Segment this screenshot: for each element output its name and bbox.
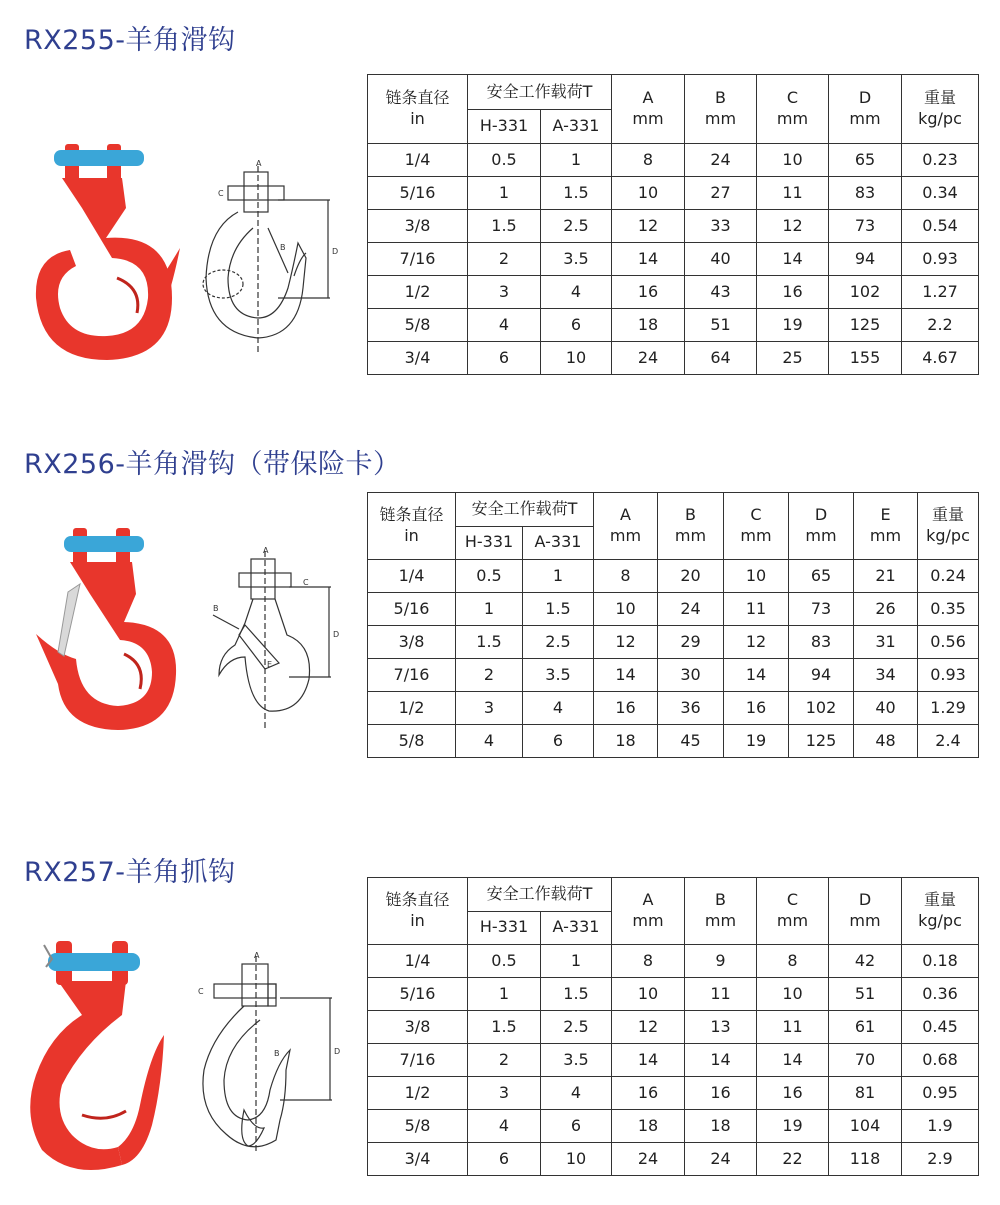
- table-cell: 14: [612, 243, 685, 276]
- header-dim-e: E mm: [854, 493, 918, 560]
- diagram-label-a: A: [256, 159, 262, 168]
- table-cell: 94: [789, 659, 854, 692]
- table-cell: 11: [724, 593, 789, 626]
- table-cell: 6: [468, 342, 541, 375]
- table-cell: 2.4: [918, 725, 979, 758]
- table-cell: 12: [612, 1011, 685, 1044]
- table-cell: 2.5: [523, 626, 594, 659]
- table-cell: 102: [829, 276, 902, 309]
- table-cell: 34: [854, 659, 918, 692]
- table-cell: 3: [456, 692, 523, 725]
- diagram-label-c: C: [303, 578, 309, 587]
- table-row: [368, 560, 979, 593]
- table-cell: 1.5: [541, 978, 612, 1011]
- table-row: [368, 725, 979, 758]
- table-row: [368, 1011, 979, 1044]
- table-cell: 0.68: [902, 1044, 979, 1077]
- table-cell: 10: [757, 978, 829, 1011]
- table-cell: 24: [685, 1143, 757, 1176]
- table-cell: 1.5: [456, 626, 523, 659]
- diagram-label-b: B: [213, 604, 219, 613]
- table-cell: 2: [468, 1044, 541, 1077]
- table-cell: 8: [757, 945, 829, 978]
- chain-size-cell: 5/16: [368, 177, 468, 210]
- table-cell: 0.35: [918, 593, 979, 626]
- table-cell: 10: [724, 560, 789, 593]
- chain-size-cell: 1/4: [368, 144, 468, 177]
- table-row: [368, 1044, 979, 1077]
- chain-size-cell: 1/2: [368, 276, 468, 309]
- table-cell: 10: [612, 978, 685, 1011]
- table-cell: 31: [854, 626, 918, 659]
- table-cell: 16: [594, 692, 658, 725]
- table-cell: 11: [757, 1011, 829, 1044]
- chain-size-cell: 1/2: [368, 1077, 468, 1110]
- table-cell: 1: [468, 978, 541, 1011]
- table-cell: 27: [685, 177, 757, 210]
- table-cell: 125: [829, 309, 902, 342]
- table-cell: 40: [854, 692, 918, 725]
- diagram-label-b: B: [274, 1049, 280, 1058]
- table-row: [368, 1143, 979, 1176]
- table-cell: 40: [685, 243, 757, 276]
- chain-size-cell: 3/8: [368, 210, 468, 243]
- hook-photo-rx257: [22, 935, 192, 1175]
- table-cell: 3.5: [541, 243, 612, 276]
- table-cell: 43: [685, 276, 757, 309]
- table-cell: 2.9: [902, 1143, 979, 1176]
- table-cell: 30: [658, 659, 724, 692]
- table-cell: 0.36: [902, 978, 979, 1011]
- header-load: 安全工作载荷T: [468, 75, 612, 110]
- table-cell: 1: [468, 177, 541, 210]
- table-cell: 118: [829, 1143, 902, 1176]
- header-dim-c: C mm: [757, 75, 829, 144]
- table-cell: 14: [757, 1044, 829, 1077]
- table-cell: 102: [789, 692, 854, 725]
- header-a331: A-331: [541, 110, 612, 144]
- header-chain: 链条直径 in: [368, 75, 468, 144]
- header-load: 安全工作载荷T: [456, 493, 594, 527]
- table-cell: 0.5: [456, 560, 523, 593]
- chain-size-cell: 1/2: [368, 692, 456, 725]
- table-cell: 18: [594, 725, 658, 758]
- table-cell: 0.34: [902, 177, 979, 210]
- table-cell: 16: [612, 1077, 685, 1110]
- table-cell: 19: [757, 1110, 829, 1143]
- header-dim-d: D mm: [829, 75, 902, 144]
- diagram-label-d: D: [332, 247, 339, 256]
- table-cell: 0.93: [918, 659, 979, 692]
- table-cell: 73: [829, 210, 902, 243]
- table-cell: 61: [829, 1011, 902, 1044]
- header-dim-a: A mm: [612, 75, 685, 144]
- table-cell: 12: [724, 626, 789, 659]
- table-cell: 14: [594, 659, 658, 692]
- table-cell: 1.27: [902, 276, 979, 309]
- table-cell: 1: [541, 945, 612, 978]
- table-cell: 1.9: [902, 1110, 979, 1143]
- table-cell: 25: [757, 342, 829, 375]
- header-dim-b: B mm: [685, 75, 757, 144]
- table-cell: 18: [612, 309, 685, 342]
- chain-size-cell: 3/8: [368, 626, 456, 659]
- header-weight: 重量 kg/pc: [918, 493, 979, 560]
- table-cell: 64: [685, 342, 757, 375]
- table-cell: 3.5: [541, 1044, 612, 1077]
- table-row: [368, 945, 979, 978]
- table-cell: 18: [612, 1110, 685, 1143]
- table-cell: 6: [541, 309, 612, 342]
- table-cell: 1: [541, 144, 612, 177]
- table-cell: 19: [724, 725, 789, 758]
- table-cell: 0.5: [468, 945, 541, 978]
- table-cell: 24: [658, 593, 724, 626]
- table-cell: 19: [757, 309, 829, 342]
- table-cell: 65: [789, 560, 854, 593]
- spec-table-rx257: [367, 877, 979, 1176]
- header-weight: 重量 kg/pc: [902, 75, 979, 144]
- chain-size-cell: 5/8: [368, 725, 456, 758]
- diagram-label-c: C: [198, 987, 204, 996]
- table-cell: 81: [829, 1077, 902, 1110]
- table-cell: 0.24: [918, 560, 979, 593]
- table-cell: 16: [612, 276, 685, 309]
- table-cell: 12: [757, 210, 829, 243]
- hook-drawing-rx257: [190, 950, 350, 1160]
- section-title-rx256: RX256-羊角滑钩（带保险卡）: [24, 449, 401, 480]
- table-cell: 83: [789, 626, 854, 659]
- table-cell: 8: [612, 144, 685, 177]
- chain-size-cell: 5/16: [368, 593, 456, 626]
- table-cell: 0.54: [902, 210, 979, 243]
- table-cell: 22: [757, 1143, 829, 1176]
- table-cell: 2: [456, 659, 523, 692]
- table-cell: 2: [468, 243, 541, 276]
- table-cell: 8: [612, 945, 685, 978]
- chain-size-cell: 5/8: [368, 309, 468, 342]
- header-load: 安全工作载荷T: [468, 878, 612, 912]
- table-cell: 0.18: [902, 945, 979, 978]
- table-cell: 4: [541, 1077, 612, 1110]
- table-cell: 14: [757, 243, 829, 276]
- diagram-label-a: A: [263, 546, 269, 555]
- header-dim-d: D mm: [789, 493, 854, 560]
- chain-size-cell: 7/16: [368, 1044, 468, 1077]
- hook-drawing-rx256: [205, 545, 345, 735]
- table-cell: 2.2: [902, 309, 979, 342]
- spec-table-rx255: [367, 74, 979, 375]
- table-cell: 16: [724, 692, 789, 725]
- table-row: [368, 978, 979, 1011]
- section-title-rx257: RX257-羊角抓钩: [24, 857, 236, 888]
- table-cell: 11: [757, 177, 829, 210]
- diagram-label-c: C: [218, 189, 224, 198]
- table-cell: 24: [685, 144, 757, 177]
- table-cell: 0.5: [468, 144, 541, 177]
- header-h331: H-331: [468, 911, 541, 945]
- chain-size-cell: 1/4: [368, 945, 468, 978]
- hook-drawing-rx255: [198, 158, 348, 358]
- header-h331: H-331: [456, 526, 523, 560]
- table-cell: 12: [612, 210, 685, 243]
- table-cell: 0.23: [902, 144, 979, 177]
- table-row: [368, 210, 979, 243]
- chain-size-cell: 3/4: [368, 342, 468, 375]
- chain-size-cell: 1/4: [368, 560, 456, 593]
- table-cell: 29: [658, 626, 724, 659]
- table-row: [368, 342, 979, 375]
- table-cell: 14: [724, 659, 789, 692]
- table-cell: 73: [789, 593, 854, 626]
- table-row: [368, 692, 979, 725]
- table-cell: 70: [829, 1044, 902, 1077]
- table-cell: 16: [757, 1077, 829, 1110]
- diagram-label-d: D: [334, 1047, 341, 1056]
- header-a331: A-331: [523, 526, 594, 560]
- chain-size-cell: 3/4: [368, 1143, 468, 1176]
- table-cell: 10: [612, 177, 685, 210]
- table-cell: 4: [468, 309, 541, 342]
- table-cell: 155: [829, 342, 902, 375]
- table-row: [368, 626, 979, 659]
- table-cell: 20: [658, 560, 724, 593]
- diagram-label-a: A: [254, 951, 260, 960]
- table-cell: 0.95: [902, 1077, 979, 1110]
- table-cell: 10: [541, 1143, 612, 1176]
- table-row: [368, 1110, 979, 1143]
- table-cell: 4: [468, 1110, 541, 1143]
- table-row: [368, 177, 979, 210]
- table-cell: 6: [523, 725, 594, 758]
- header-dim-b: B mm: [685, 878, 757, 945]
- table-cell: 14: [612, 1044, 685, 1077]
- table-cell: 1.5: [468, 1011, 541, 1044]
- table-cell: 13: [685, 1011, 757, 1044]
- table-cell: 48: [854, 725, 918, 758]
- table-cell: 10: [541, 342, 612, 375]
- table-row: [368, 593, 979, 626]
- table-cell: 1.29: [918, 692, 979, 725]
- table-row: [368, 144, 979, 177]
- table-cell: 3.5: [523, 659, 594, 692]
- table-cell: 42: [829, 945, 902, 978]
- chain-size-cell: 7/16: [368, 243, 468, 276]
- table-cell: 125: [789, 725, 854, 758]
- table-cell: 24: [612, 342, 685, 375]
- table-cell: 51: [829, 978, 902, 1011]
- table-cell: 0.45: [902, 1011, 979, 1044]
- table-cell: 11: [685, 978, 757, 1011]
- hook-photo-rx256: [28, 524, 193, 734]
- table-row: [368, 659, 979, 692]
- header-h331: H-331: [468, 110, 541, 144]
- table-cell: 94: [829, 243, 902, 276]
- table-cell: 1: [456, 593, 523, 626]
- table-cell: 3: [468, 1077, 541, 1110]
- hook-photo-rx255: [22, 138, 192, 368]
- table-cell: 51: [685, 309, 757, 342]
- table-cell: 26: [854, 593, 918, 626]
- table-cell: 14: [685, 1044, 757, 1077]
- chain-size-cell: 7/16: [368, 659, 456, 692]
- table-cell: 4: [523, 692, 594, 725]
- table-cell: 0.56: [918, 626, 979, 659]
- table-cell: 1.5: [468, 210, 541, 243]
- table-cell: 4: [456, 725, 523, 758]
- header-dim-b: B mm: [658, 493, 724, 560]
- table-cell: 1.5: [523, 593, 594, 626]
- header-chain: 链条直径 in: [368, 493, 456, 560]
- table-cell: 36: [658, 692, 724, 725]
- header-weight: 重量 kg/pc: [902, 878, 979, 945]
- table-row: [368, 309, 979, 342]
- table-row: [368, 1077, 979, 1110]
- header-chain: 链条直径 in: [368, 878, 468, 945]
- chain-size-cell: 5/16: [368, 978, 468, 1011]
- table-cell: 0.93: [902, 243, 979, 276]
- table-cell: 10: [757, 144, 829, 177]
- table-cell: 16: [757, 276, 829, 309]
- table-cell: 16: [685, 1077, 757, 1110]
- table-cell: 10: [594, 593, 658, 626]
- chain-size-cell: 3/8: [368, 1011, 468, 1044]
- table-row: [368, 243, 979, 276]
- header-dim-a: A mm: [594, 493, 658, 560]
- table-cell: 65: [829, 144, 902, 177]
- table-cell: 18: [685, 1110, 757, 1143]
- table-row: [368, 276, 979, 309]
- diagram-label-b: B: [280, 243, 286, 252]
- table-cell: 33: [685, 210, 757, 243]
- table-cell: 1: [523, 560, 594, 593]
- table-cell: 2.5: [541, 210, 612, 243]
- table-cell: 4.67: [902, 342, 979, 375]
- header-dim-c: C mm: [724, 493, 789, 560]
- header-a331: A-331: [541, 911, 612, 945]
- diagram-label-e: E: [267, 660, 273, 669]
- table-cell: 3: [468, 276, 541, 309]
- table-cell: 4: [541, 276, 612, 309]
- header-dim-a: A mm: [612, 878, 685, 945]
- spec-table-rx256: [367, 492, 979, 758]
- table-cell: 2.5: [541, 1011, 612, 1044]
- table-cell: 24: [612, 1143, 685, 1176]
- table-cell: 45: [658, 725, 724, 758]
- diagram-label-d: D: [333, 630, 340, 639]
- chain-size-cell: 5/8: [368, 1110, 468, 1143]
- table-cell: 83: [829, 177, 902, 210]
- header-dim-c: C mm: [757, 878, 829, 945]
- table-cell: 21: [854, 560, 918, 593]
- table-cell: 8: [594, 560, 658, 593]
- table-cell: 6: [541, 1110, 612, 1143]
- header-dim-d: D mm: [829, 878, 902, 945]
- section-title-rx255: RX255-羊角滑钩: [24, 25, 236, 56]
- table-cell: 12: [594, 626, 658, 659]
- table-cell: 9: [685, 945, 757, 978]
- table-cell: 104: [829, 1110, 902, 1143]
- table-cell: 1.5: [541, 177, 612, 210]
- table-cell: 6: [468, 1143, 541, 1176]
